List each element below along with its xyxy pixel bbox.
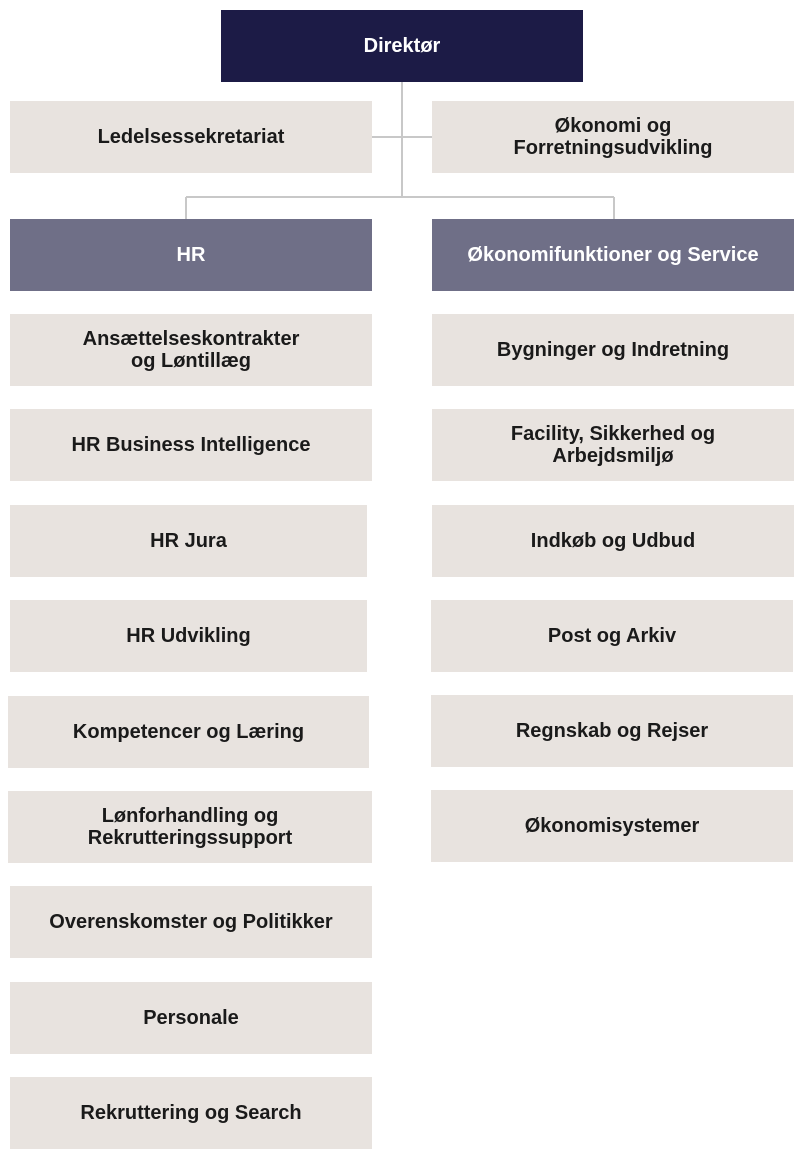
- unit-box: [8, 696, 369, 768]
- unit-label: Regnskab og Rejser: [515, 720, 709, 742]
- unit-box: [432, 505, 794, 577]
- unit-box: [432, 409, 794, 481]
- unit-box: [432, 314, 794, 386]
- unit-label: Rekruttering og Search: [80, 1102, 302, 1124]
- unit-box: [10, 1077, 372, 1149]
- unit-box: [10, 886, 372, 958]
- unit-box: [10, 982, 372, 1054]
- unit-label: Bygninger og Indretning: [496, 339, 730, 361]
- staff-label-left: Ledelsessekretariat: [97, 126, 285, 148]
- unit-box: [10, 600, 367, 672]
- department-box-okonomi: [432, 219, 794, 291]
- unit-box: [10, 409, 372, 481]
- unit-label: HR Jura: [150, 530, 227, 552]
- director-label: Direktør: [363, 35, 441, 57]
- unit-label: Økonomisystemer: [524, 815, 700, 837]
- unit-label: HR Udvikling: [126, 625, 251, 647]
- unit-label: Indkøb og Udbud: [530, 530, 696, 552]
- unit-label: Overenskomster og Politikker: [49, 911, 333, 933]
- unit-box: [10, 314, 372, 386]
- staff-label-right: Økonomi og Forretningsudvikling: [513, 115, 713, 159]
- unit-box: [431, 600, 793, 672]
- unit-label: Kompetencer og Læring: [72, 721, 305, 743]
- unit-label: Post og Arkiv: [547, 625, 677, 647]
- department-label-okonomi: Økonomifunktioner og Service: [467, 244, 759, 266]
- department-label-hr: HR: [176, 244, 206, 266]
- unit-box: [431, 695, 793, 767]
- unit-box: [10, 505, 367, 577]
- unit-label: Facility, Sikkerhed og Arbejdsmiljø: [510, 423, 716, 467]
- unit-label: Ansættelseskontrakter og Løntillæg: [82, 328, 300, 372]
- unit-box: [8, 791, 372, 863]
- unit-label: Lønforhandling og Rekrutteringssupport: [87, 805, 293, 849]
- unit-label: Personale: [143, 1007, 239, 1029]
- unit-label: HR Business Intelligence: [71, 434, 311, 456]
- unit-box: [431, 790, 793, 862]
- staff-box-right: [432, 101, 794, 173]
- director-box: [221, 10, 583, 82]
- staff-box-left: [10, 101, 372, 173]
- department-box-hr: [10, 219, 372, 291]
